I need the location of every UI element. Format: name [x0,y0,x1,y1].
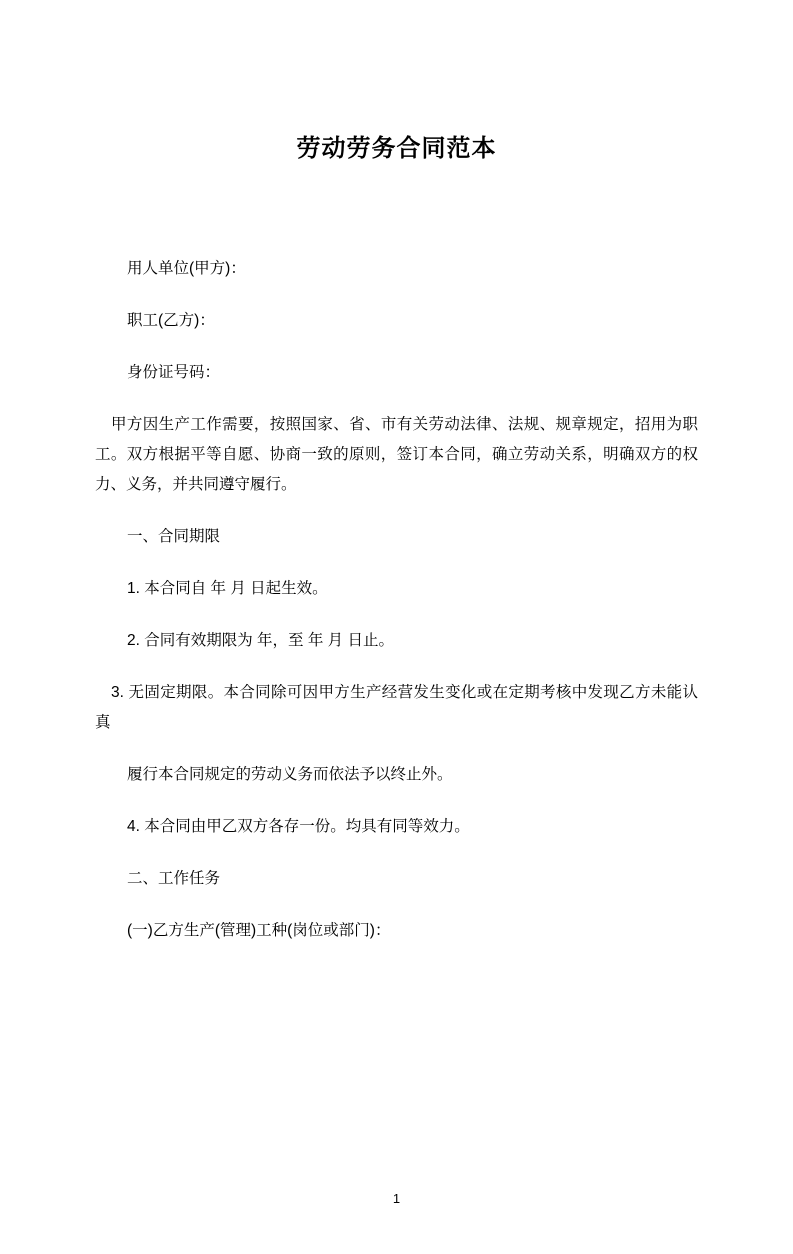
paragraph-item-1-3: 3. 无固定期限。本合同除可因甲方生产经营发生变化或在定期考核中发现乙方未能认真 [95,684,698,731]
document-page [0,132,793,1254]
paragraph-item-1-4: 4. 本合同由甲乙双方各存一份。均具有同等效力。 [127,818,470,835]
heading-section-1: 一、合同期限 [127,528,221,545]
paragraph-preamble: 甲方因生产工作需要，按照国家、省、市有关劳动法律、法规、规章规定，招用为职工。双方根据平等自愿、协商一致的原则，签订本合同，确立劳动关系，明确双方的权力、义务，并共同遵守履行。 [95,416,698,493]
page-title: 劳动劳务合同范本 [296,135,497,162]
page-number: 1 [392,1191,401,1206]
paragraph-item-1-1: 1. 本合同自 年 月 日起生效。 [127,580,328,597]
paragraph-item-1-2: 2. 合同有效期限为 年，至 年 月 日止。 [127,632,394,649]
heading-section-2: 二、工作任务 [127,870,221,887]
paragraph-item-2-1: (一)乙方生产(管理)工种(岗位或部门)： [127,922,391,939]
paragraph-id-number: 身份证号码： [127,364,221,381]
paragraph-employee: 职工(乙方)： [127,312,215,329]
paragraph-employer: 用人单位(甲方)： [127,260,246,277]
document-body [95,254,698,946]
paragraph-item-1-3-continued: 履行本合同规定的劳动义务而依法予以终止外。 [127,766,453,783]
